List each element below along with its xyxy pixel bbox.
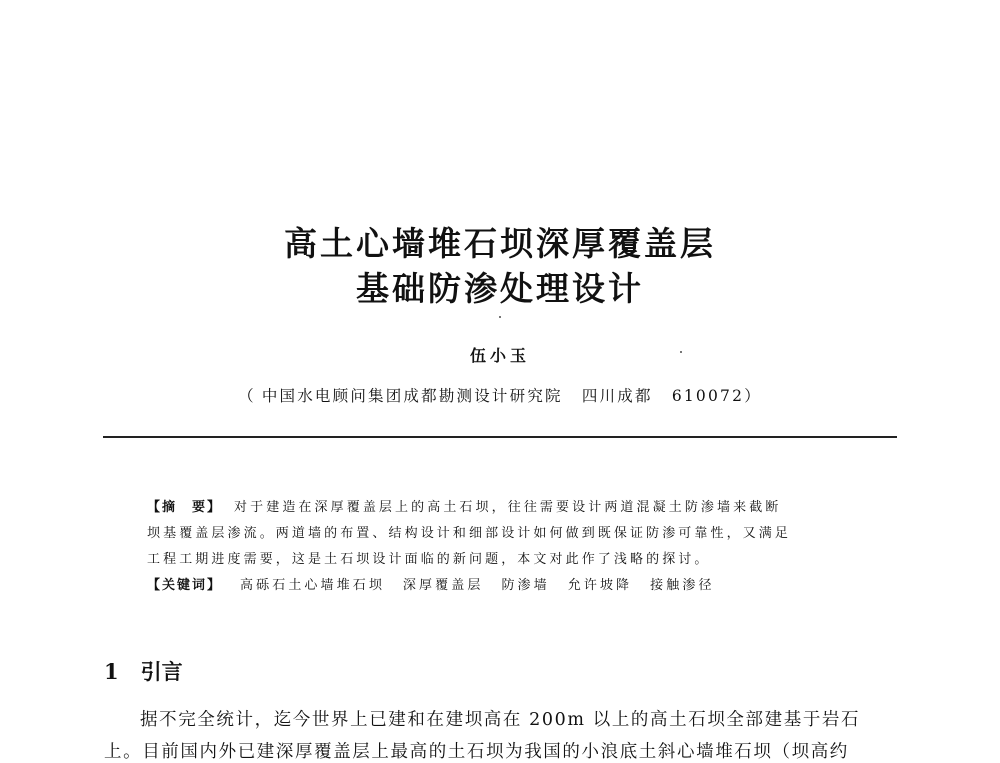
abstract-text-1: 对于建造在深厚覆盖层上的高土石坝，往往需要设计两道混凝土防渗墙来截断 <box>234 500 782 515</box>
affiliation-institution: 中国水电顾问集团成都勘测设计研究院 <box>261 387 563 405</box>
body-paragraph-line-2: 上。目前国内外已建深厚覆盖层上最高的土石坝为我国的小浪底土斜心墙堆石坝（坝高约 <box>104 742 849 762</box>
keyword: 允许坡降 <box>567 578 633 593</box>
keywords-line <box>147 573 857 599</box>
affiliation-close-paren: ） <box>744 387 762 405</box>
abstract-line-1 <box>147 495 857 521</box>
author-name: 伍小玉 <box>469 346 530 365</box>
keyword: 防渗墙 <box>501 578 550 593</box>
author-affiliation <box>0 384 1000 406</box>
abstract-line-3: 工程工期进度需要，这是土石坝设计面临的新问题，本文对此作了浅略的探讨。 <box>147 552 711 567</box>
abstract-line-2: 坝基覆盖层渗流。两道墙的布置、结构设计和细部设计如何做到既保证防渗可靠性，又满足 <box>147 526 792 541</box>
body-paragraph-line-1: 据不完全统计，迄今世界上已建和在建坝高在 200m 以上的高土石坝全部建基于岩石 <box>140 710 861 730</box>
affiliation-location: 四川成都 <box>581 387 653 405</box>
affiliation-postcode: 610072 <box>671 387 745 405</box>
header-divider <box>103 436 897 438</box>
affiliation-open-paren: （ <box>238 387 256 405</box>
paper-title-line-1: 高土心墙堆石坝深厚覆盖层 <box>284 224 716 263</box>
scan-speck <box>499 316 501 318</box>
section-heading <box>104 656 183 686</box>
keywords-label: 【关键词】 <box>147 578 223 593</box>
keyword: 深厚覆盖层 <box>402 578 484 593</box>
abstract-label: 【摘 要】 <box>147 500 223 515</box>
keyword: 接触渗径 <box>650 578 715 593</box>
section-title: 引言 <box>140 660 183 684</box>
scan-speck <box>680 351 682 353</box>
paper-title-line-2: 基础防渗处理设计 <box>356 269 644 308</box>
section-number: 1 <box>104 659 119 684</box>
keyword: 高砾石土心墙堆石坝 <box>240 578 385 593</box>
